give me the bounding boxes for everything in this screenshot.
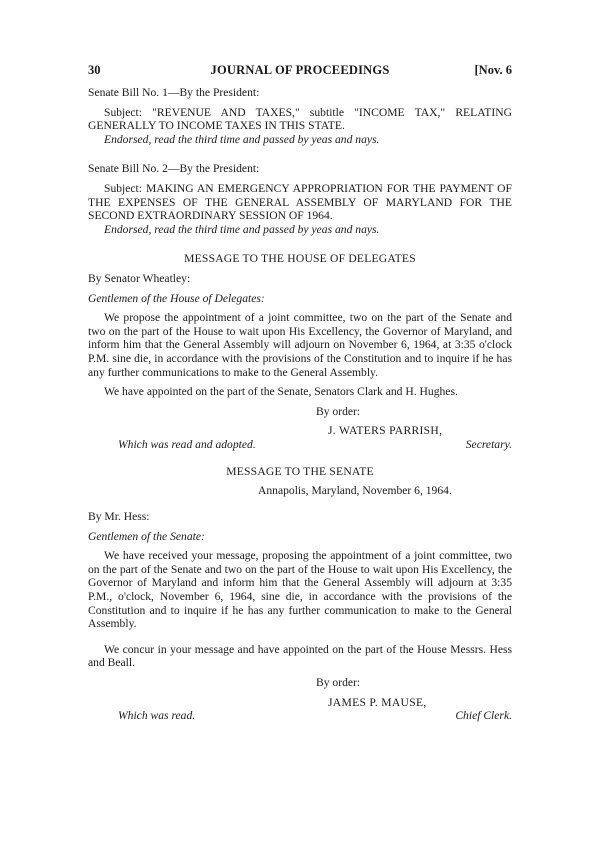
page-number: 30: [88, 63, 101, 77]
running-date: [Nov. 6: [474, 63, 512, 77]
message2-by: By Mr. Hess:: [88, 510, 150, 524]
message1-paragraph-2: We have appointed on the part of the Senate, Senators Clark and H. Hughes.: [104, 385, 458, 399]
journal-page: [88, 64, 512, 724]
message2-paragraph-1: We have received your message, proposing the appointment of a joint committee, two on the part of the Senate and two on the part of the House to wait upon His Excellency, the Governor of Maryland and inform him that the General Assembly will adjourn at 3:35 P.M., o'clock, November 6, 1964, sine die, in accordance with the provisions of the Constitution and to inquire if he has any further communication to make to the General Assembly.: [88, 549, 512, 631]
message2-signer-title: Chief Clerk.: [455, 709, 512, 723]
bill2-subject: Subject: MAKING AN EMERGENCY APPROPRIATION FOR THE PAYMENT OF THE EXPENSES OF THE GENERAL ASSEMBLY OF MARYLAND FOR THE SECOND EXTRAORDINARY SESSION OF 1964.: [88, 181, 512, 223]
message2-place-date: Annapolis, Maryland, November 6, 1964.: [258, 484, 452, 498]
bill2-endorsed: Endorsed, read the third time and passed by yeas and nays.: [104, 222, 380, 236]
message2-disposition: Which was read.: [118, 709, 196, 723]
message2-heading: MESSAGE TO THE SENATE: [226, 464, 374, 478]
message1-signer-title: Secretary.: [465, 437, 512, 451]
bill1-subject: Subject: "REVENUE AND TAXES," subtitle "INCOME TAX," RELATING GENERALLY TO INCOME TAXES IN THIS STATE.: [88, 105, 512, 133]
message1-signer: J. WATERS PARRISH,: [328, 424, 443, 438]
running-title: JOURNAL OF PROCEEDINGS: [210, 63, 390, 77]
message2-signer: JAMES P. MAUSE,: [328, 695, 427, 709]
bill2-intro: Senate Bill No. 2—By the President:: [88, 162, 260, 176]
message1-disposition: Which was read and adopted.: [118, 437, 256, 451]
bill1-intro: Senate Bill No. 1—By the President:: [88, 86, 260, 99]
message2-salutation: Gentlemen of the Senate:: [88, 529, 205, 543]
bill1-endorsed: Endorsed, read the third time and passed by yeas and nays.: [104, 132, 380, 146]
message2-signature-row: [88, 709, 512, 724]
message1-by: By Senator Wheatley:: [88, 271, 191, 285]
message1-heading: MESSAGE TO THE HOUSE OF DELEGATES: [184, 252, 416, 266]
message1-by-order: By order:: [316, 404, 361, 418]
message2-by-order: By order:: [316, 676, 361, 689]
page-header: [88, 64, 512, 86]
message1-salutation: Gentlemen of the House of Delegates:: [88, 291, 265, 305]
message2-paragraph-2: We concur in your message and have appointed on the part of the House Messrs. Hess and Beall.: [88, 642, 512, 670]
message1-paragraph-1: We propose the appointment of a joint committee, two on the part of the Senate and two on the part of the House to wait upon His Excellency, the Governor of Maryland, and inform him that the General Assembly will adjourn on November 6, 1964, at 3:35 o'clock P.M. sine die, in accordance with the provisions of the Constitution and to inquire if he has any further communications to make to the General Assembly.: [88, 311, 512, 379]
message1-signature-row: [88, 438, 512, 453]
